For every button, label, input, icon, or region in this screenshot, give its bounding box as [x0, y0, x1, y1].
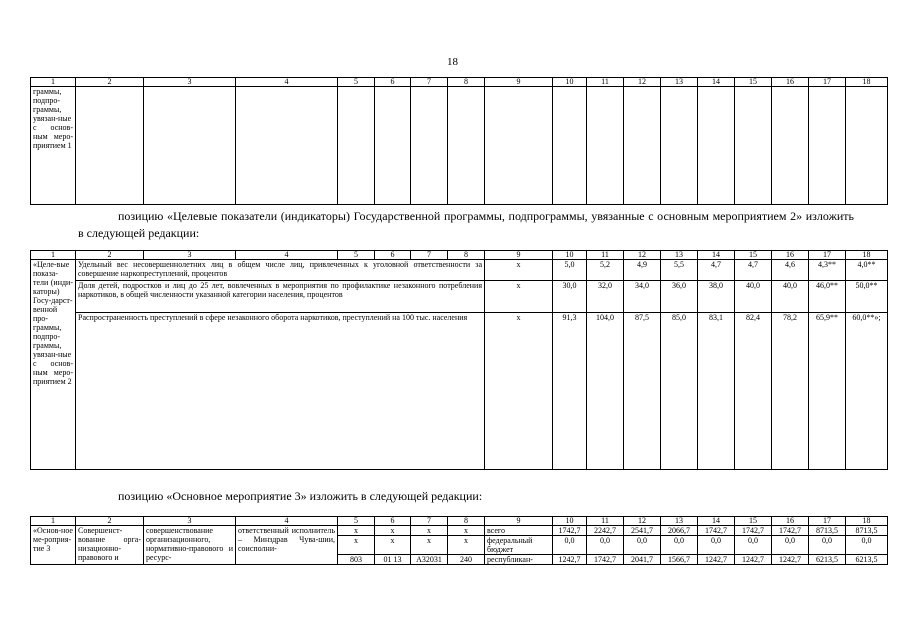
col-header: 9: [485, 251, 553, 260]
col-header: 16: [772, 517, 809, 526]
value-cell: 0,0: [846, 536, 888, 555]
value-cell: 4,3**: [809, 260, 846, 281]
cell: х: [448, 526, 485, 536]
col-header: 5: [338, 251, 375, 260]
col-header: 5: [338, 78, 375, 87]
value-cell: 0,0: [624, 536, 661, 555]
col-header: 11: [587, 78, 624, 87]
col-header: 15: [735, 517, 772, 526]
row-label-cell: «Целе-вые показа-тели (инди-каторы) Госу-дарст-венной про-граммы, подпро-граммы, увязан-ные с основ-ным меро-приятием 2: [31, 260, 76, 470]
table-row: [31, 281, 888, 313]
col-header: 18: [846, 251, 888, 260]
instruction-text: позицию «Основное мероприятие 3» изложить в следующей редакции:: [118, 489, 483, 503]
col-header: 18: [846, 517, 888, 526]
instruction-text: позицию «Целевые показатели (индикаторы) Государственной программы, подпрограммы, увязанные с основным мероприятием 2» изложить в следующей редакции:: [78, 209, 854, 240]
col-header: 1: [31, 251, 76, 260]
col-header: 5: [338, 517, 375, 526]
col-header: 15: [735, 78, 772, 87]
value-cell: 0,0: [587, 536, 624, 555]
measure-name-cell: Совершенст-вование орга-низационно-правового и: [76, 526, 144, 565]
col-header: 10: [553, 78, 587, 87]
cell: х: [338, 536, 375, 555]
col-header: 2: [76, 517, 144, 526]
table-header-row: [31, 78, 888, 87]
col-header: 2: [76, 251, 144, 260]
col-header: 6: [375, 78, 411, 87]
value-cell: 82,4: [735, 313, 772, 470]
value-cell: 60,0**»;: [846, 313, 888, 470]
value-cell: 4,0**: [846, 260, 888, 281]
cell: х: [411, 526, 448, 536]
value-cell: 0,0: [698, 536, 735, 555]
value-cell: 0,0: [772, 536, 809, 555]
col-header: 7: [411, 517, 448, 526]
funding-source-cell: республикан-: [485, 555, 553, 565]
value-cell: 0,0: [735, 536, 772, 555]
value-cell: 83,1: [698, 313, 735, 470]
col-header: 1: [31, 78, 76, 87]
table-header-row: [31, 251, 888, 260]
col-header: 16: [772, 78, 809, 87]
value-cell: 85,0: [661, 313, 698, 470]
col-header: 18: [846, 78, 888, 87]
value-cell: 1242,7: [735, 555, 772, 565]
funding-source-cell: всего: [485, 526, 553, 536]
cell: 01 13: [375, 555, 411, 565]
value-cell: 1742,7: [735, 526, 772, 536]
col-header: 4: [236, 517, 338, 526]
value-cell: 36,0: [661, 281, 698, 313]
col-header: 11: [587, 517, 624, 526]
col-header: 4: [236, 251, 338, 260]
measure-description-cell: совершенствование организационного, нормативно-правового и ресурс-: [144, 526, 236, 565]
value-cell: 65,9**: [809, 313, 846, 470]
value-cell: 5,2: [587, 260, 624, 281]
col-header: 13: [661, 517, 698, 526]
value-cell: 8713,5: [846, 526, 888, 536]
col-header: 14: [698, 517, 735, 526]
value-cell: 40,0: [735, 281, 772, 313]
table-row: [31, 313, 888, 470]
value-cell: 87,5: [624, 313, 661, 470]
col-header: 13: [661, 78, 698, 87]
value-cell: 38,0: [698, 281, 735, 313]
col-header: 14: [698, 251, 735, 260]
value-cell: 2541,7: [624, 526, 661, 536]
col-header: 9: [485, 517, 553, 526]
value-cell: 104,0: [587, 313, 624, 470]
col-header: 6: [375, 251, 411, 260]
value-cell: 6213,5: [846, 555, 888, 565]
value-cell: 50,0**: [846, 281, 888, 313]
indicator-text: Удельный вес несовершеннолетних лиц в общем числе лиц, привлеченных к уголовной ответственности за совершение наркопреступлений, процентов: [76, 260, 485, 281]
value-cell: 1742,7: [772, 526, 809, 536]
cell: х: [485, 313, 553, 470]
value-cell: 1742,7: [553, 526, 587, 536]
row-label-cell: «Основ-ное ме-роприя-тие 3: [31, 526, 76, 565]
table-row: [31, 87, 888, 205]
instruction-paragraph-1: [78, 208, 854, 242]
col-header: 8: [448, 78, 485, 87]
cell: А32031: [411, 555, 448, 565]
executor-cell: ответственный исполнитель – Минздрав Чува-шии, соисполни-: [236, 526, 338, 565]
value-cell: 0,0: [809, 536, 846, 555]
cell: 240: [448, 555, 485, 565]
col-header: 17: [809, 251, 846, 260]
col-header: 8: [448, 251, 485, 260]
table-indicators-2: [30, 250, 888, 470]
cell: х: [448, 536, 485, 555]
funding-source-cell: федеральный бюджет: [485, 536, 553, 555]
col-header: 1: [31, 517, 76, 526]
col-header: 13: [661, 251, 698, 260]
cell: х: [375, 536, 411, 555]
value-cell: 4,7: [698, 260, 735, 281]
col-header: 9: [485, 78, 553, 87]
col-header: 7: [411, 78, 448, 87]
col-header: 15: [735, 251, 772, 260]
col-header: 16: [772, 251, 809, 260]
value-cell: 1742,7: [698, 526, 735, 536]
value-cell: 46,0**: [809, 281, 846, 313]
value-cell: 6213,5: [809, 555, 846, 565]
table-header-row: [31, 517, 888, 526]
col-header: 10: [553, 517, 587, 526]
col-header: 10: [553, 251, 587, 260]
col-header: 12: [624, 251, 661, 260]
value-cell: 4,7: [735, 260, 772, 281]
table-subprogram-1: [30, 77, 888, 205]
col-header: 4: [236, 78, 338, 87]
value-cell: 1242,7: [698, 555, 735, 565]
value-cell: 5,5: [661, 260, 698, 281]
indicator-text: Доля детей, подростков и лиц до 25 лет, вовлеченных в мероприятия по профилактике незаконного потребления наркотиков, в общей численности указанной категории населения, процентов: [76, 281, 485, 313]
cell: х: [375, 526, 411, 536]
col-header: 6: [375, 517, 411, 526]
value-cell: 2066,7: [661, 526, 698, 536]
value-cell: 2041,7: [624, 555, 661, 565]
indicator-text: Распространенность преступлений в сфере незаконного оборота наркотиков, преступлений на 100 тыс. населения: [76, 313, 485, 470]
table-row: [31, 260, 888, 281]
row-label-cell: граммы, подпро-граммы, увязан-ные с основ-ным меро-приятием 1: [31, 87, 76, 205]
col-header: 12: [624, 78, 661, 87]
value-cell: 1242,7: [772, 555, 809, 565]
col-header: 8: [448, 517, 485, 526]
col-header: 17: [809, 78, 846, 87]
page-number: 18: [447, 56, 458, 68]
cell: х: [338, 526, 375, 536]
cell: 803: [338, 555, 375, 565]
value-cell: 78,2: [772, 313, 809, 470]
value-cell: 91,3: [553, 313, 587, 470]
col-header: 11: [587, 251, 624, 260]
instruction-paragraph-2: [78, 488, 854, 505]
value-cell: 0,0: [553, 536, 587, 555]
cell: х: [485, 260, 553, 281]
value-cell: 4,6: [772, 260, 809, 281]
value-cell: 32,0: [587, 281, 624, 313]
value-cell: 1742,7: [587, 555, 624, 565]
value-cell: 30,0: [553, 281, 587, 313]
value-cell: 0,0: [661, 536, 698, 555]
value-cell: 2242,7: [587, 526, 624, 536]
col-header: 7: [411, 251, 448, 260]
value-cell: 5,0: [553, 260, 587, 281]
col-header: 2: [76, 78, 144, 87]
col-header: 3: [144, 517, 236, 526]
cell: х: [485, 281, 553, 313]
value-cell: 40,0: [772, 281, 809, 313]
col-header: 14: [698, 78, 735, 87]
col-header: 3: [144, 78, 236, 87]
value-cell: 8713,5: [809, 526, 846, 536]
cell: х: [411, 536, 448, 555]
value-cell: 4,9: [624, 260, 661, 281]
col-header: 17: [809, 517, 846, 526]
col-header: 3: [144, 251, 236, 260]
table-main-measure-3: [30, 516, 888, 565]
value-cell: 1242,7: [553, 555, 587, 565]
col-header: 12: [624, 517, 661, 526]
table-row: [31, 526, 888, 536]
value-cell: 1566,7: [661, 555, 698, 565]
value-cell: 34,0: [624, 281, 661, 313]
